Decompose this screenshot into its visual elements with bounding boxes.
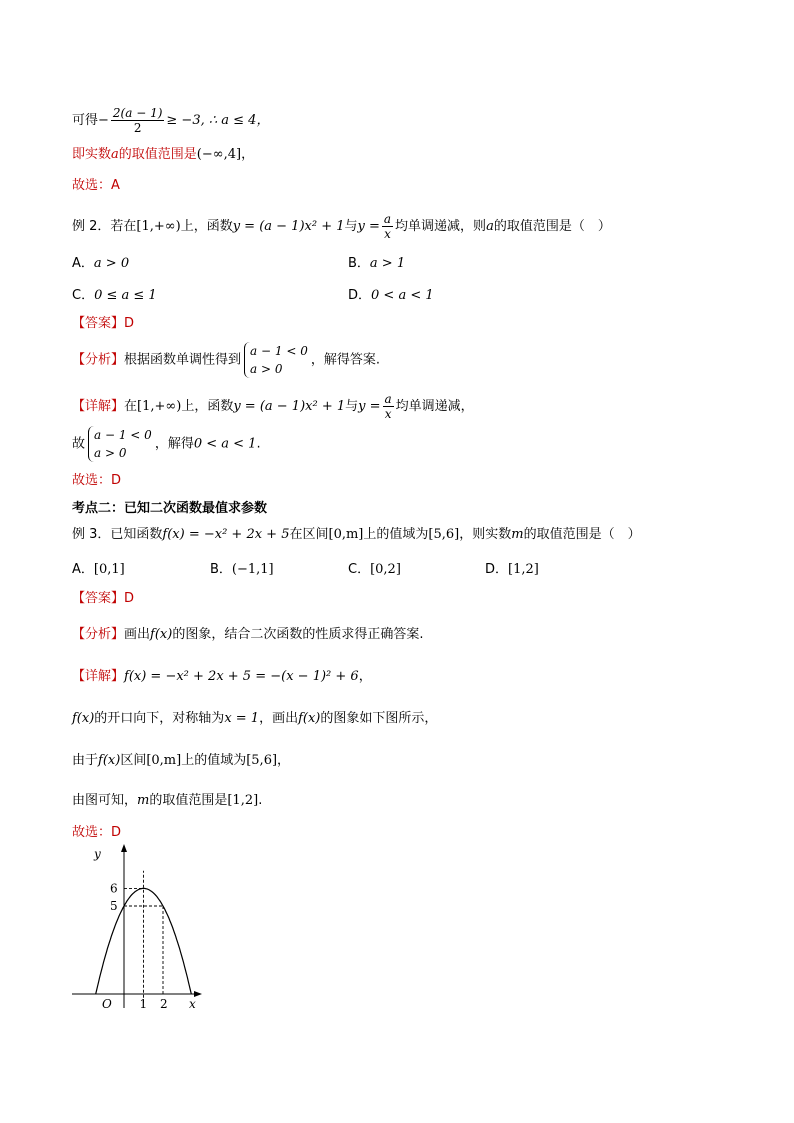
line-range: 即实数a的取值范围是(−∞,4]，: [72, 147, 255, 162]
x-tick-1: 1: [139, 997, 148, 1011]
y-axis-label: y: [94, 847, 101, 861]
answer-choice-1: 故选：A: [72, 178, 120, 193]
detail-2: 故 a − 1 < 0 a > 0 ，解得0 < a < 1.: [72, 428, 261, 460]
detail-5: 由于f(x)区间[0,m]上的值域为[5,6]，: [72, 753, 291, 768]
option-3d: D．[1,2]: [485, 562, 539, 577]
x-tick-2: 2: [160, 997, 168, 1011]
option-d: D．0 < a < 1: [348, 288, 434, 303]
y-tick-6: 6: [110, 881, 118, 896]
y-axis-arrow: [121, 844, 127, 852]
option-c: C．0 ≤ a ≤ 1: [72, 288, 157, 303]
option-3a: A．[0,1]: [72, 562, 125, 577]
line-derivation: 可得− $\frac{2(a - 1)}{2}$ ≥ −3, ∴ a ≤ 4，: [72, 106, 270, 135]
analysis-1: 【分析】根据函数单调性得到 a − 1 < 0 a > 0 ，解得答案.: [72, 344, 380, 376]
detail-6: 由图可知，m的取值范围是[1,2].: [72, 793, 263, 808]
option-a: A．a > 0: [72, 256, 130, 271]
answer-choice-2: 故选：D: [72, 473, 122, 488]
origin-label: O: [102, 997, 112, 1011]
fraction: $\frac{2(a - 1)}{2}$: [112, 106, 163, 135]
parabola-graph: [68, 842, 208, 1012]
answer-1: 【答案】D: [72, 316, 135, 331]
detail-1: 【详解】在[1,+∞)上，函数y = (a − 1)x² + 1与y = $\frac{a}{x}$ 均单调递减，: [72, 392, 474, 421]
example-3-question: 例 3．已知函数f(x) = −x² + 2x + 5在区间[0,m]上的值域为[5,6]，则实数m的取值范围是（ ）: [72, 527, 641, 542]
option-3c: C．[0,2]: [348, 562, 401, 577]
answer-2: 【答案】D: [72, 591, 135, 606]
answer-choice-3: 故选：D: [72, 825, 122, 840]
x-axis-label: x: [189, 997, 196, 1011]
example-2-question: 例 2．若在[1,+∞)上，函数y = (a − 1)x² + 1与y = $\frac{a}{x}$ 均单调递减，则a的取值范围是（ ）: [72, 212, 611, 241]
detail-4: f(x)的开口向下，对称轴为x = 1，画出f(x)的图象如下图所示，: [72, 711, 438, 726]
section-heading: 考点二：已知二次函数最值求参数: [72, 501, 268, 516]
option-3b: B．(−1,1]: [210, 562, 274, 577]
y-tick-5: 5: [110, 899, 118, 913]
analysis-2: 【分析】画出f(x)的图象，结合二次函数的性质求得正确答案.: [72, 627, 424, 642]
option-b: B．a > 1: [348, 256, 406, 271]
detail-3: 【详解】f(x) = −x² + 2x + 5 = −(x − 1)² + 6，: [72, 669, 372, 684]
